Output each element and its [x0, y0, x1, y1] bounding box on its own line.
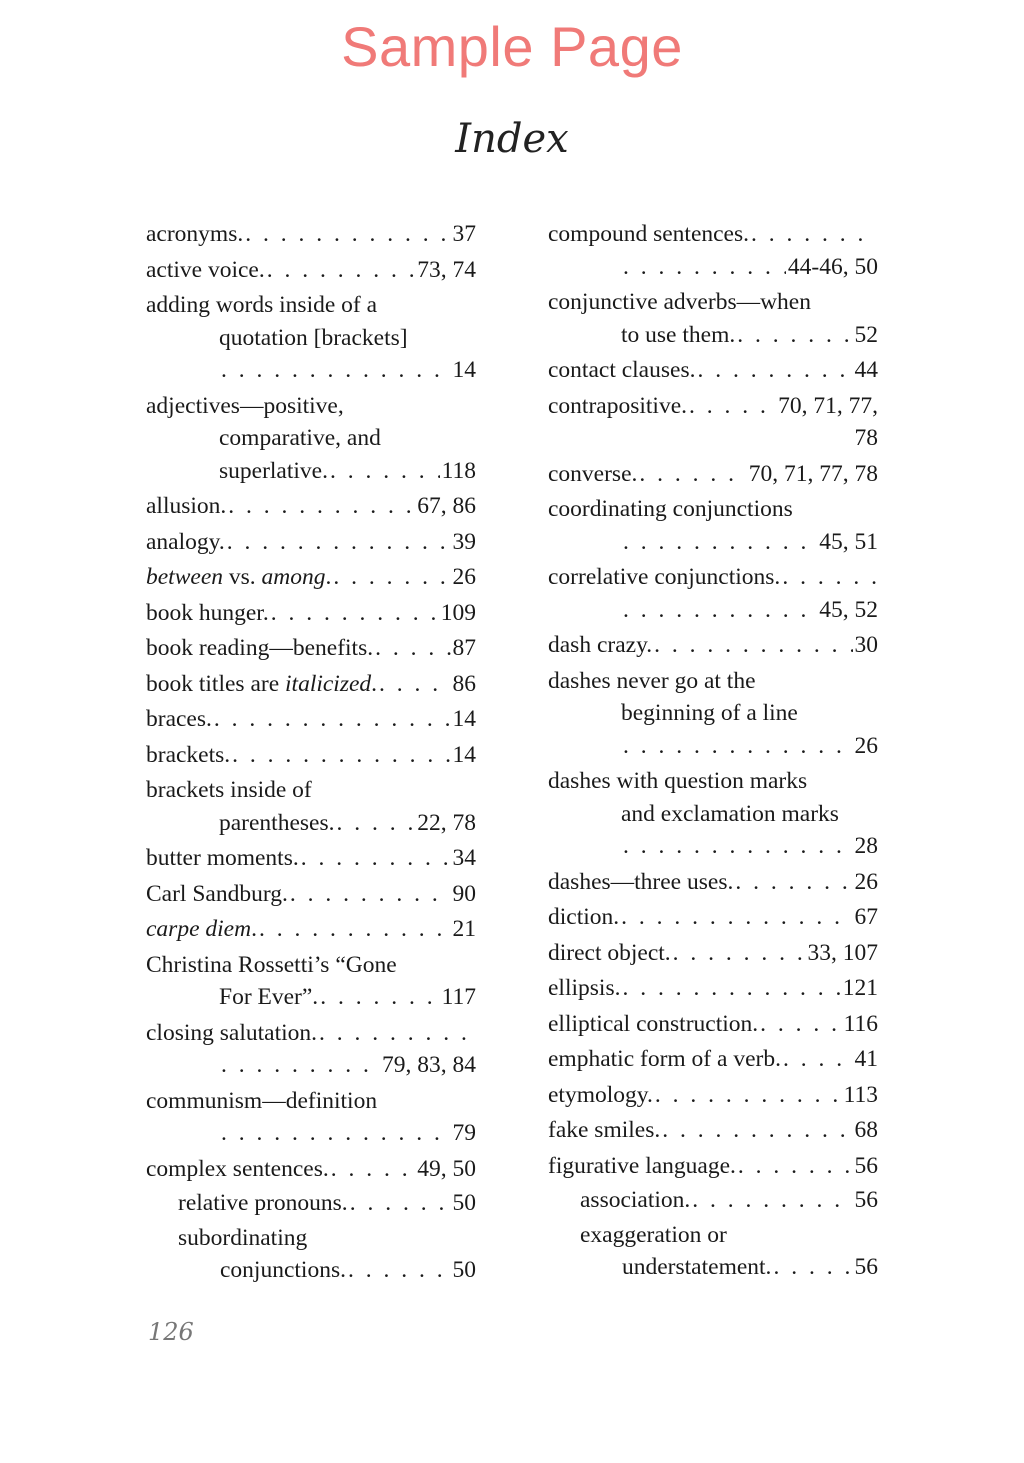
entry-term: adding words inside of a [146, 292, 378, 318]
sample-page-watermark: Sample Page [341, 15, 683, 78]
entry-pages: 116 [843, 1010, 878, 1037]
entry-pages: 86 [452, 670, 476, 697]
entry-term: association. [580, 1187, 691, 1213]
entry-term: acronyms. [146, 221, 244, 247]
entry-pages: 79, 83, 84 [382, 1052, 476, 1078]
entry-pages: 22, 78 [417, 809, 476, 836]
index-entry [146, 668, 476, 701]
entry-pages: 67 [854, 904, 878, 930]
index-entry [548, 901, 878, 934]
index-subentry [548, 1219, 878, 1284]
index-subentry [548, 1184, 878, 1217]
entry-term-continued: beginning of a line [621, 700, 798, 726]
entry-term: complex sentences. [146, 1155, 329, 1182]
index-entry [548, 629, 878, 662]
entry-pages: 44-46, 50 [787, 253, 878, 280]
entry-term: brackets inside of [146, 777, 312, 803]
entry-term: Carl Sandburg. [146, 880, 288, 907]
entry-pages: 87 [452, 635, 476, 661]
entry-pages: 113 [843, 1081, 878, 1108]
entry-pages: 26 [854, 732, 878, 759]
entry-pages: 45, 51 [819, 528, 878, 555]
entry-pages: 52 [854, 321, 878, 348]
entry-pages: 14 [452, 741, 476, 768]
index-entry [548, 218, 878, 283]
index-entry [548, 1114, 878, 1147]
index-column-right [548, 218, 878, 1287]
index-entry [146, 632, 476, 665]
entry-term: carpe diem. [146, 916, 257, 942]
index-entry [548, 972, 878, 1005]
index-entry [146, 878, 476, 911]
entry-pages: 109 [440, 599, 476, 626]
entry-pages: 41 [854, 1046, 878, 1072]
index-entry [548, 493, 878, 558]
index-entry [146, 254, 476, 287]
entry-pages: 14 [452, 706, 476, 732]
entry-term: direct object. [548, 939, 671, 966]
entry-term: conjunctive adverbs—when [548, 289, 811, 315]
index-column-left [146, 218, 476, 1290]
index-entry [146, 739, 476, 772]
entry-term: between vs. among. [146, 564, 332, 590]
entry-term: dashes with question marks [548, 768, 808, 794]
entry-term: fake smiles. [548, 1117, 661, 1143]
entry-term: braces. [146, 706, 212, 732]
entry-term: closing salutation. [146, 1019, 318, 1046]
entry-term: brackets. [146, 741, 231, 768]
entry-term: allusion. [146, 493, 227, 519]
entry-pages: 117 [441, 984, 476, 1010]
entry-term-continued: parentheses. [219, 809, 335, 836]
entry-pages: 79 [452, 1120, 476, 1146]
entry-pages: 30 [854, 632, 878, 658]
entry-pages: 14 [452, 357, 476, 383]
page-title: Index [455, 116, 569, 162]
entry-term: compound sentences. [548, 221, 750, 247]
index-entry [146, 218, 476, 251]
entry-term: book reading—benefits. [146, 635, 374, 661]
entry-term-continued: comparative, and [219, 425, 381, 451]
entry-pages: 45, 52 [819, 596, 878, 623]
entry-term-continued: understatement. [622, 1254, 772, 1280]
entry-pages: 118 [441, 457, 476, 484]
entry-term-continued: For Ever”. [219, 984, 319, 1010]
entry-pages: 70, 71, 77, 78 [748, 460, 878, 487]
entry-term: contrapositive. [548, 392, 688, 419]
entry-term: book hunger. [146, 599, 269, 626]
entry-term-continued: conjunctions. [220, 1257, 346, 1283]
index-entry [548, 765, 878, 863]
index-entry [146, 390, 476, 488]
index-entry [146, 561, 476, 594]
entry-pages: 26 [452, 564, 476, 590]
entry-term: dash crazy. [548, 632, 653, 658]
entry-pages: 33, 107 [807, 939, 878, 966]
entry-term: emphatic form of a verb. [548, 1046, 781, 1072]
entry-term: analogy. [146, 528, 225, 555]
entry-term: figurative language. [548, 1152, 736, 1179]
entry-pages: 34 [452, 845, 476, 871]
entry-pages: 90 [452, 880, 476, 907]
entry-term: etymology. [548, 1081, 653, 1108]
entry-term: butter moments. [146, 845, 299, 871]
index-entry [548, 1079, 878, 1112]
entry-pages: 21 [452, 916, 476, 942]
entry-term: relative pronouns. [178, 1190, 348, 1216]
entry-term: book titles are italicized. [146, 670, 378, 697]
entry-term: diction. [548, 904, 620, 930]
index-entry [146, 703, 476, 736]
entry-term-continued: to use them. [621, 321, 736, 348]
entry-term-continued: quotation [brackets] [219, 324, 408, 351]
index-entry [146, 490, 476, 523]
entry-pages: 44 [854, 357, 878, 383]
entry-term: communism—definition [146, 1087, 378, 1114]
index-entry [146, 597, 476, 630]
entry-pages: 50 [452, 1190, 476, 1216]
entry-pages: 121 [842, 975, 878, 1001]
entry-pages: 56 [854, 1187, 878, 1213]
index-subentry [146, 1187, 476, 1220]
index-entry [548, 665, 878, 763]
index-entry [548, 458, 878, 491]
index-entry [146, 949, 476, 1014]
entry-term: converse. [548, 460, 638, 487]
entry-term: dashes—three uses. [548, 868, 734, 895]
index-entry [548, 561, 878, 626]
index-entry [548, 866, 878, 899]
index-entry [146, 1017, 476, 1082]
entry-term: adjectives—positive, [146, 392, 344, 419]
entry-pages: 39 [452, 528, 476, 555]
page-number: 126 [148, 1318, 194, 1346]
entry-pages: 68 [854, 1117, 878, 1143]
index-entry [548, 286, 878, 351]
index-entry [548, 1150, 878, 1183]
entry-term-continued: and exclamation marks [621, 800, 839, 827]
entry-pages: 28 [854, 833, 878, 859]
index-entry [548, 1043, 878, 1076]
index-entry [548, 354, 878, 387]
entry-term: coordinating conjunctions [548, 496, 793, 522]
index-entry [146, 526, 476, 559]
entry-term: active voice. [146, 256, 265, 283]
entry-pages: 70, 71, 77, [778, 392, 878, 419]
entry-pages: 50 [452, 1257, 476, 1283]
entry-pages-continued: 78 [854, 425, 878, 451]
index-entry [146, 289, 476, 387]
index-entry [146, 1085, 476, 1150]
index-entry [146, 913, 476, 946]
entry-pages: 56 [854, 1254, 878, 1280]
index-entry [548, 1008, 878, 1041]
entry-pages: 67, 86 [417, 493, 476, 519]
entry-pages: 37 [452, 221, 476, 247]
entry-pages: 26 [854, 868, 878, 895]
index-subentry [146, 1222, 476, 1287]
index-entry [548, 937, 878, 970]
entry-term: correlative conjunctions. [548, 564, 781, 590]
entry-pages: 56 [854, 1152, 878, 1179]
index-entry [548, 390, 878, 455]
entry-term: ellipsis. [548, 975, 621, 1001]
entry-pages: 49, 50 [417, 1155, 476, 1182]
entry-term-continued: superlative. [219, 457, 328, 484]
entry-term: exaggeration or [580, 1221, 727, 1248]
entry-term: contact clauses. [548, 357, 696, 383]
index-entry [146, 1153, 476, 1186]
entry-pages: 73, 74 [417, 256, 476, 283]
index-entry [146, 774, 476, 839]
entry-term: Christina Rossetti’s “Gone [146, 951, 397, 978]
entry-term: subordinating [178, 1224, 308, 1251]
entry-term: dashes never go at the [548, 667, 756, 694]
index-entry [146, 842, 476, 875]
entry-term: elliptical construction. [548, 1010, 759, 1037]
